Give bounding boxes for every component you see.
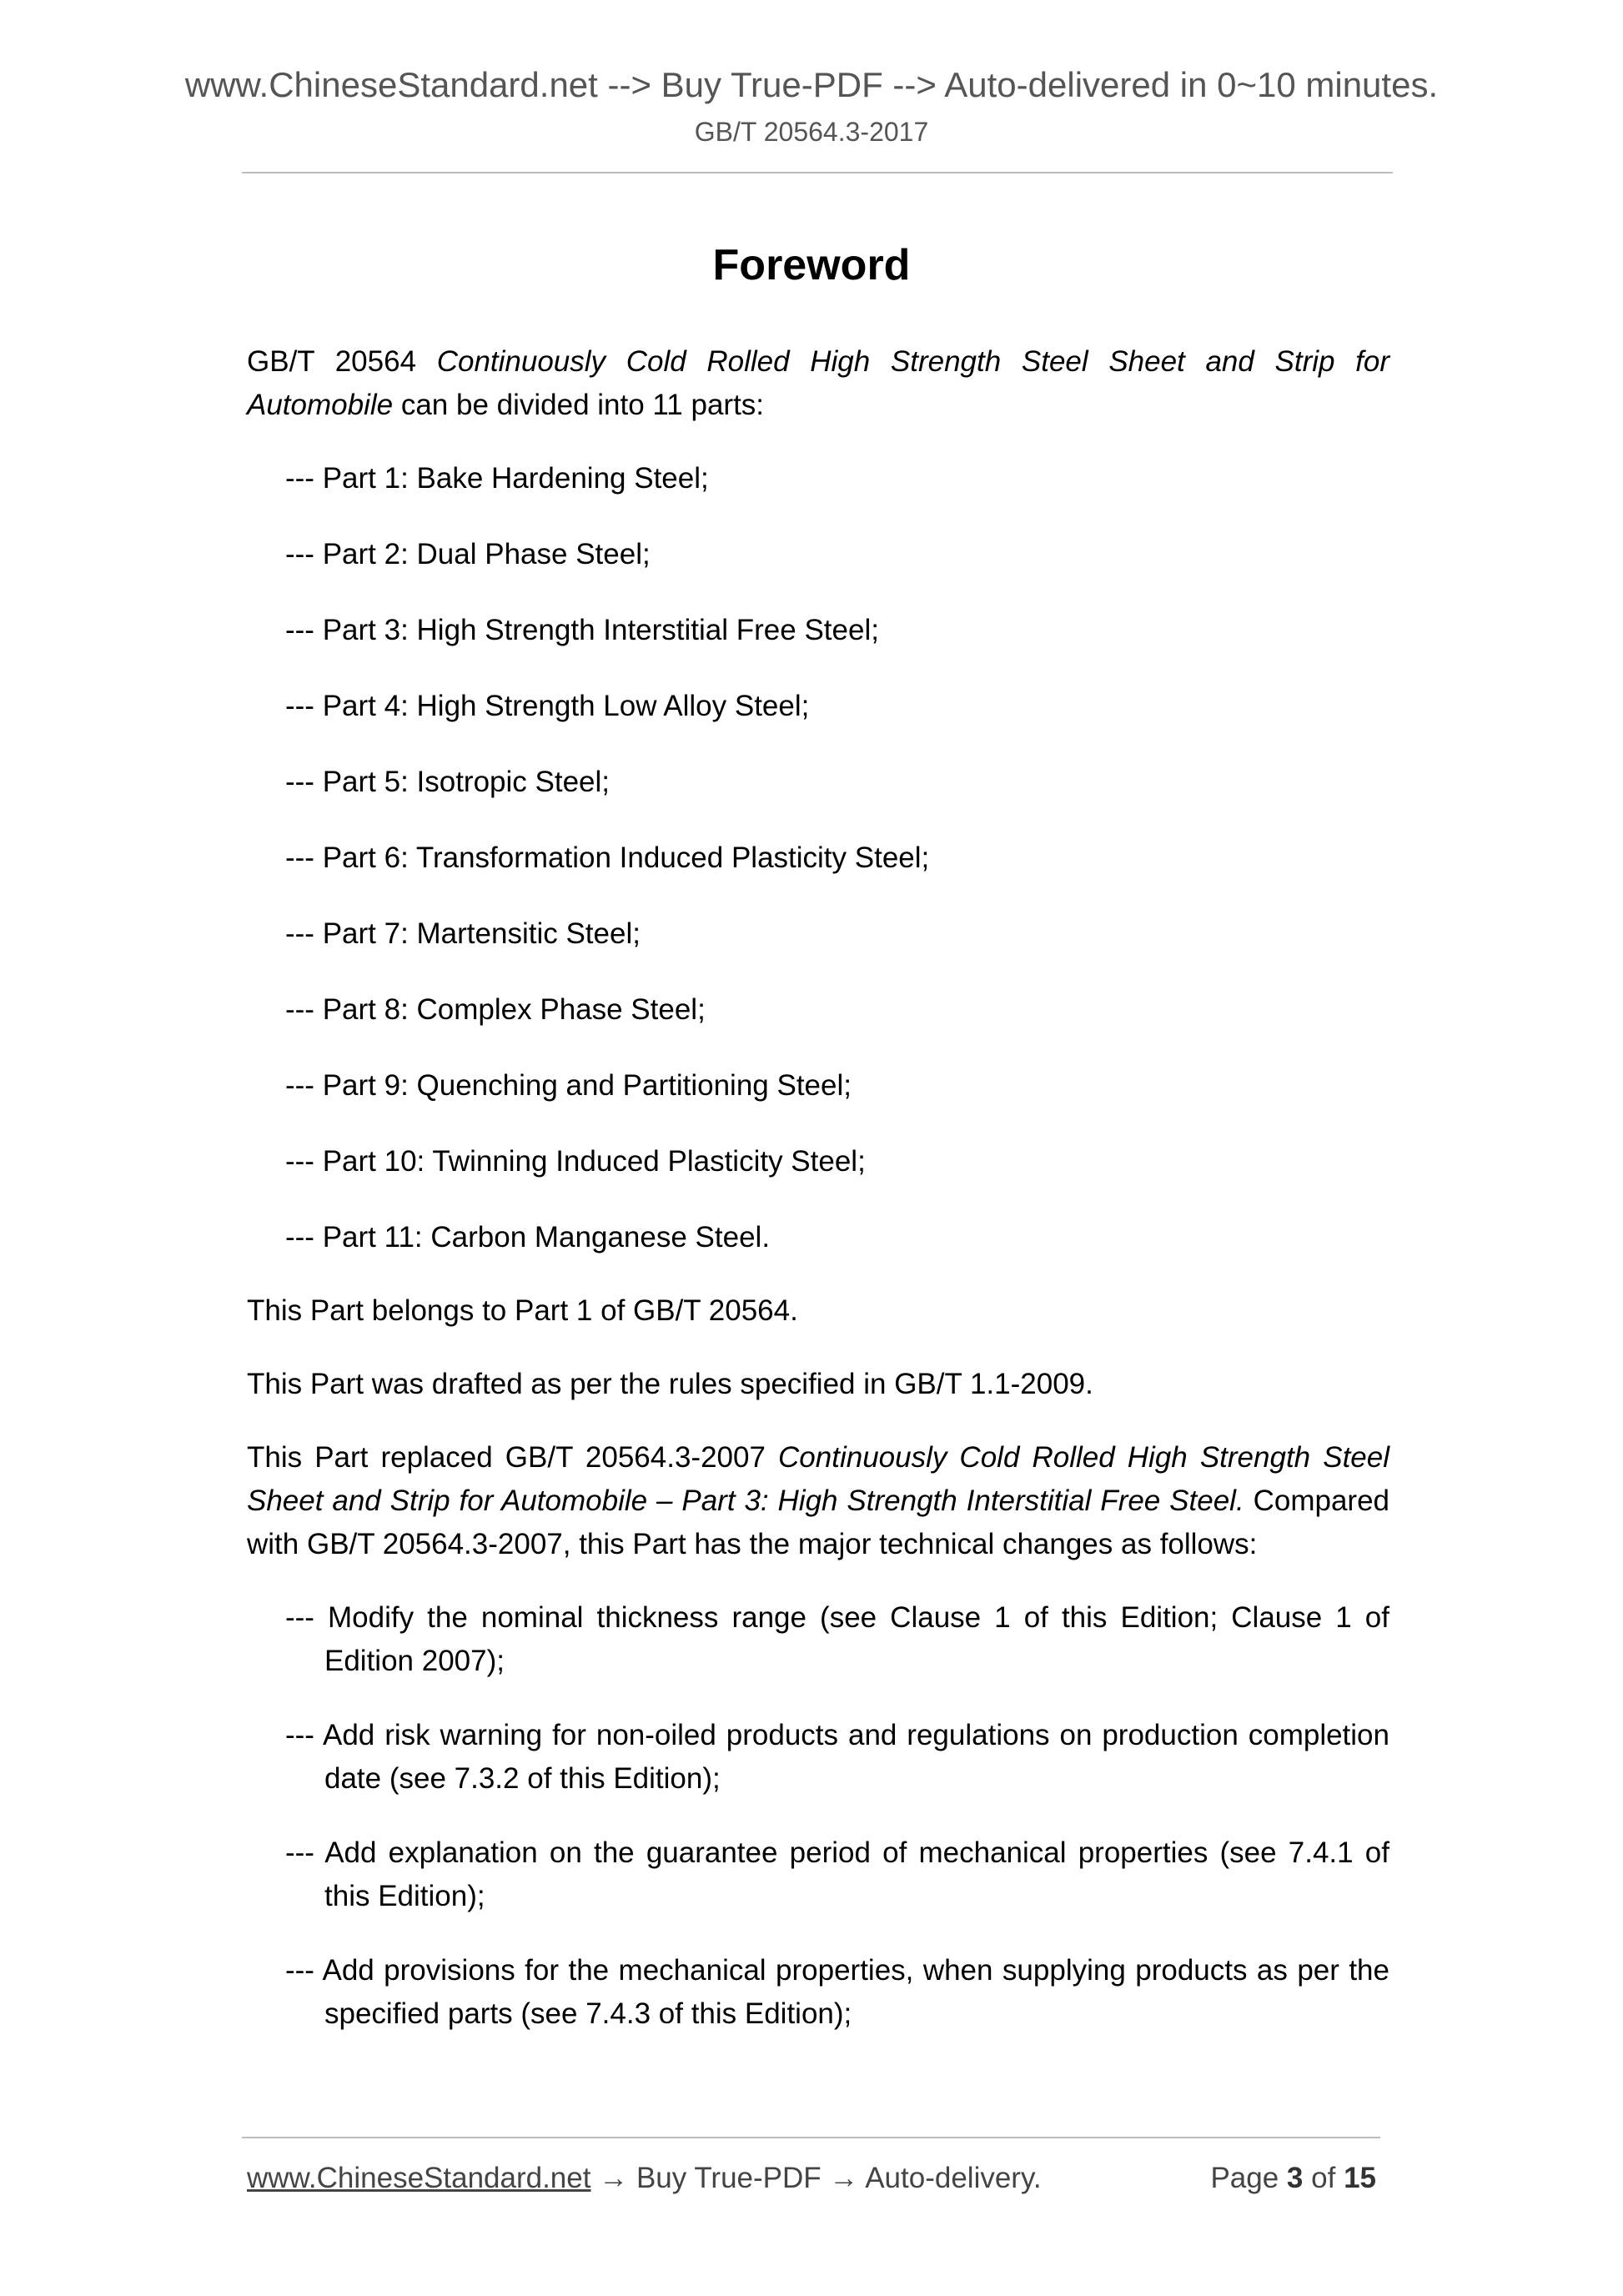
- list-item: --- Part 3: High Strength Interstitial Free Steel;: [285, 614, 879, 646]
- replaced-paragraph: [247, 1436, 1389, 1566]
- arrow-icon: →: [829, 2162, 859, 2194]
- document-body: [247, 340, 1389, 2067]
- list-item: --- Add provisions for the mechanical properties, when supplying products as per the specified parts (see 7.4.3 of this Edition);: [285, 1954, 1389, 2030]
- header-banner: www.ChineseStandard.net --> Buy True-PDF --> Auto-delivered in 0~10 minutes.: [184, 65, 1439, 104]
- list-item: --- Part 7: Martensitic Steel;: [285, 917, 641, 950]
- page-label: Page: [1210, 2162, 1279, 2194]
- intro-prefix: GB/T 20564: [247, 345, 437, 378]
- footer-buy-text: Buy True-PDF: [636, 2162, 822, 2194]
- changes-list: [247, 1596, 1389, 2036]
- list-item: --- Part 1: Bake Hardening Steel;: [285, 462, 709, 495]
- page-total: 15: [1344, 2162, 1376, 2194]
- of-label: of: [1311, 2162, 1336, 2194]
- drafted-paragraph: This Part was drafted as per the rules specified in GB/T 1.1-2009.: [247, 1368, 1093, 1400]
- list-item: --- Part 11: Carbon Manganese Steel.: [285, 1221, 771, 1254]
- list-item: --- Part 5: Isotropic Steel;: [285, 766, 611, 798]
- page-title: Foreword: [712, 241, 911, 289]
- replaced-italic-title: Continuously Cold Rolled High Strength Steel Sheet and Strip for Automobile – Part 3: High Strength Interstitial Free Steel.: [247, 1441, 1389, 1517]
- list-item: --- Part 6: Transformation Induced Plasticity Steel;: [285, 842, 930, 874]
- footer-divider: [242, 2137, 1380, 2138]
- list-item: --- Add risk warning for non-oiled products and regulations on production completion date (see 7.3.2 of this Edition);: [285, 1719, 1389, 1795]
- list-item: --- Add explanation on the guarantee period of mechanical properties (see 7.4.1 of this Edition);: [285, 1836, 1389, 1912]
- footer-site-link[interactable]: www.ChineseStandard.net: [247, 2162, 591, 2194]
- page-number: 3: [1286, 2162, 1304, 2194]
- belongs-paragraph: This Part belongs to Part 1 of GB/T 20564.: [247, 1294, 798, 1327]
- list-item: --- Part 4: High Strength Low Alloy Steel;: [285, 690, 810, 722]
- footer-delivery-text: Auto-delivery.: [865, 2162, 1042, 2194]
- list-item: --- Part 9: Quenching and Partitioning Steel;: [285, 1069, 852, 1102]
- intro-suffix: can be divided into 11 parts:: [393, 389, 765, 421]
- replaced-suffix: Compared with GB/T 20564.3-2007, this Part has the major technical changes as follows:: [247, 1485, 1390, 1560]
- list-item: --- Part 10: Twinning Induced Plasticity Steel;: [285, 1145, 866, 1178]
- intro-paragraph: [247, 340, 1389, 427]
- list-item: --- Part 2: Dual Phase Steel;: [285, 538, 651, 570]
- header-divider: [242, 172, 1393, 173]
- page-indicator: [1210, 2162, 1376, 2195]
- arrow-icon: →: [599, 2162, 629, 2194]
- list-item: --- Part 8: Complex Phase Steel;: [285, 993, 706, 1026]
- document-id: GB/T 20564.3-2017: [694, 117, 929, 147]
- page-footer: [247, 2162, 1376, 2195]
- intro-italic-title: Continuously Cold Rolled High Strength Steel Sheet and Strip for Automobile: [247, 345, 1389, 421]
- list-item: --- Modify the nominal thickness range (see Clause 1 of this Edition; Clause 1 of Edition 2007);: [285, 1601, 1389, 1677]
- replaced-prefix: This Part replaced GB/T 20564.3-2007: [247, 1441, 779, 1474]
- parts-list: [247, 457, 1389, 1259]
